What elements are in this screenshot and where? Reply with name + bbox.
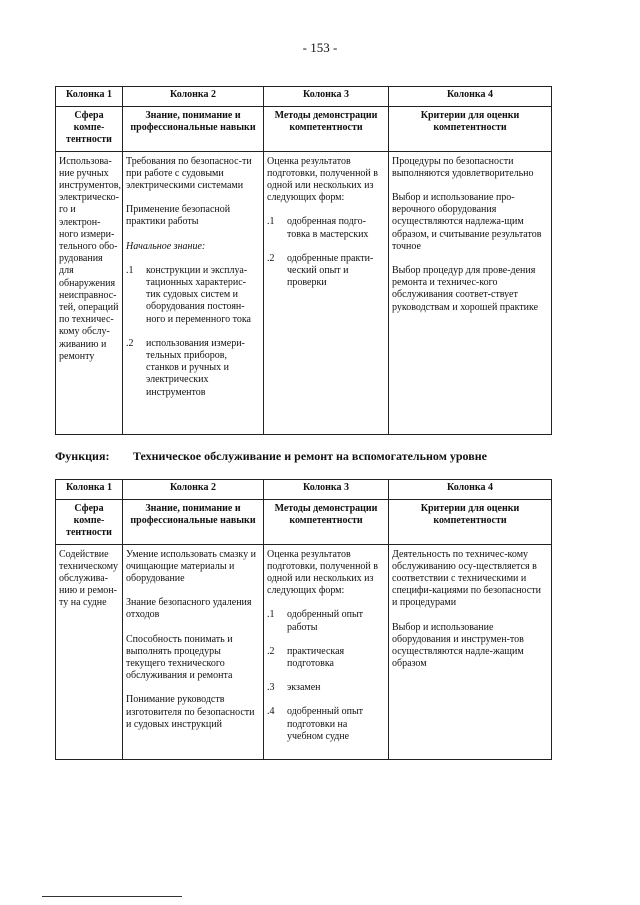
criteria-cell	[389, 151, 552, 434]
list-item-number: .1	[126, 264, 134, 276]
list-item	[267, 682, 385, 694]
sub-header: Методы демонстрации компетентности	[264, 500, 389, 545]
methods-cell	[264, 151, 389, 434]
knowledge-cell	[123, 544, 264, 759]
knowledge-paragraph: Способность понимать и выполнять процедуры текущего технического обслуживания и ремонта	[126, 633, 233, 682]
sub-header: Сфера компе-тентности	[56, 500, 123, 545]
list-item-text: экзамен	[287, 682, 321, 694]
column-header: Колонка 2	[123, 480, 264, 500]
knowledge-paragraph: Понимание руководств изготовителя по безопасности и судовых инструкций	[126, 694, 255, 730]
list-item	[267, 253, 385, 290]
list-item-number: .2	[126, 337, 134, 349]
sub-header: Критерии для оценки компетентности	[389, 500, 552, 545]
knowledge-cell	[123, 151, 264, 434]
footnote-divider	[42, 896, 182, 897]
column-header: Колонка 1	[56, 87, 123, 107]
knowledge-paragraph: Умение использовать смазку и очищающие материалы и оборудование	[126, 548, 256, 585]
column-header: Колонка 4	[389, 87, 552, 107]
list-item-text: практическая подготовка	[287, 645, 345, 670]
criteria-paragraph: Деятельность по техничес-кому обслуживанию осу-ществляется в соответствии с техническими и специфи-кациями по безопасности и процедурами	[392, 548, 541, 609]
list-item-number: .4	[267, 706, 275, 718]
criteria-cell	[389, 544, 552, 759]
column-header: Колонка 1	[56, 480, 123, 500]
competence-cell: Использова-ние ручных инструментов, электрическо-го и электрон-ного измери-тельного обо-рудования для обнаружения неисправнос-тей, операций по техничес-кому обслу-живанию и ремонту	[56, 151, 123, 434]
list-item	[267, 646, 385, 670]
list-item-number: .3	[267, 682, 275, 694]
list-item-number: .2	[267, 645, 275, 657]
list-item-number: .1	[267, 609, 275, 621]
competence-table-1	[55, 86, 552, 435]
list-item-text: одобренные практи-ческий опыт и проверки	[287, 252, 374, 289]
page-number: - 153 -	[302, 40, 338, 55]
list-item-text: конструкции и эксплуа-тационных характерис-тик судовых систем и оборудования постоян-ного и переменного тока	[146, 264, 251, 325]
knowledge-paragraph: Применение безопасной практики работы	[126, 204, 231, 228]
methods-intro: Оценка результатов подготовки, полученной в одной или нескольких из следующих форм:	[267, 548, 378, 597]
column-header: Колонка 2	[123, 87, 264, 107]
list-item	[126, 338, 260, 399]
competence-cell: Содействие техническому обслужива-нию и ремон-ту на судне	[56, 544, 123, 759]
column-header-row	[56, 87, 552, 107]
sub-header: Знание, понимание и профессиональные навыки	[123, 107, 264, 152]
knowledge-paragraph: Знание безопасного удаления отходов	[126, 597, 252, 621]
column-header: Колонка 3	[264, 480, 389, 500]
list-item	[126, 265, 260, 326]
sub-header: Критерии для оценки компетентности	[389, 107, 552, 152]
sub-header: Знание, понимание и профессиональные навыки	[123, 500, 264, 545]
column-header: Колонка 4	[389, 480, 552, 500]
table-row	[56, 544, 552, 759]
methods-intro: Оценка результатов подготовки, полученной в одной или нескольких из следующих форм:	[267, 155, 378, 204]
sub-header: Сфера компе-тентности	[56, 107, 123, 152]
list-item	[267, 609, 385, 633]
criteria-paragraph: Выбор процедур для прове-дения ремонта и техничес-кого обслуживания соответ-ствует руководствам и хорошей практике	[392, 265, 539, 313]
function-label: Функция:	[55, 449, 110, 463]
function-title: Техническое обслуживание и ремонт на вспомогательном уровне	[133, 449, 487, 463]
competence-table-2	[55, 479, 552, 760]
list-item-text: одобренный опыт работы	[287, 609, 364, 633]
sub-header: Методы демонстрации компетентности	[264, 107, 389, 152]
list-item-number: .2	[267, 252, 275, 264]
sub-header-row	[56, 107, 552, 152]
list-item-number: .1	[267, 216, 275, 228]
list-item-text: использования измери-тельных приборов, станков и ручных и электрических инструментов	[146, 337, 245, 398]
column-header-row	[56, 480, 552, 500]
criteria-paragraph: Выбор и использование оборудования и инструмен-тов осуществляются надле-жащим образом	[392, 621, 524, 670]
list-item-text: одобренный опыт подготовки на учебном судне	[287, 706, 364, 742]
criteria-paragraph: Процедуры по безопасности выполняются удовлетворительно	[392, 155, 534, 179]
criteria-paragraph: Выбор и использование про-верочного оборудования осуществляются надлежа-щим образом, и считывание результатов точное	[392, 192, 542, 252]
list-item	[267, 216, 385, 240]
list-item	[267, 706, 385, 743]
function-heading	[55, 449, 575, 464]
table-row	[56, 151, 552, 434]
methods-cell	[264, 544, 389, 759]
knowledge-subheading: Начальное знание:	[126, 240, 206, 252]
knowledge-paragraph: Требования по безопаснос-ти при работе с судовыми электрическими системами	[126, 155, 252, 192]
list-item-text: одобренная подго-товка в мастерских	[287, 216, 369, 240]
column-header: Колонка 3	[264, 87, 389, 107]
sub-header-row	[56, 500, 552, 545]
